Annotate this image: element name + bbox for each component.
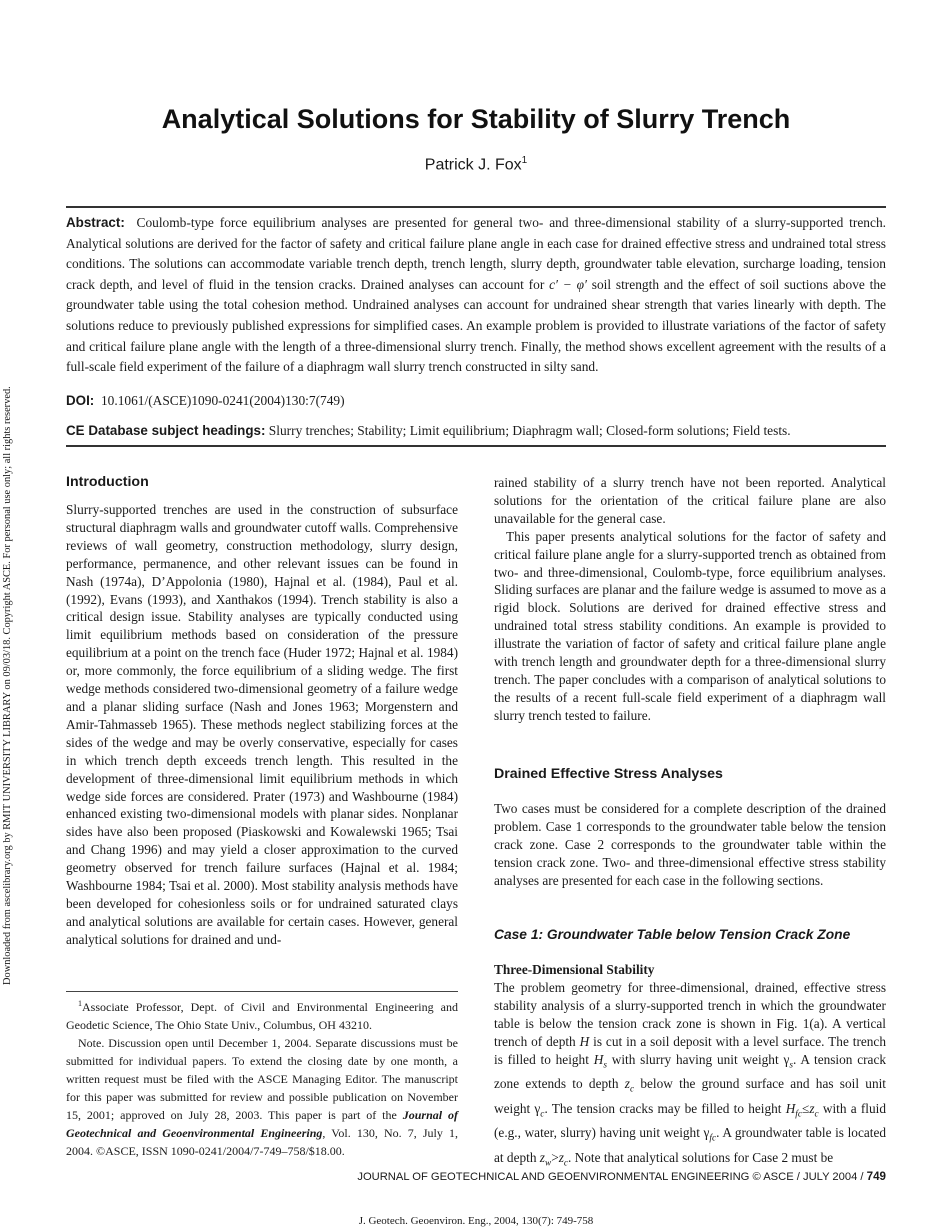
right-column-intro — [494, 474, 886, 725]
footnotes — [66, 995, 458, 1160]
math-symbol: $z_c$ — [558, 1149, 569, 1169]
drained-body — [494, 800, 886, 890]
case1-body — [494, 961, 886, 1173]
page-footer — [66, 1170, 886, 1183]
download-notice: Downloaded from ascelibrary.org by RMIT UNIVERSITY LIBRARY on 09/03/18. Copyright ASCE. For personal use only; all rights reserved. — [2, 386, 13, 985]
math-symbol: $z_c$ — [624, 1076, 635, 1095]
subject-headings — [66, 423, 896, 439]
introduction-body — [66, 501, 458, 949]
abstract — [66, 213, 886, 378]
introduction-paragraph: Slurry-supported trenches are used in the construction of subsurface structural diaphragm walls and groundwater cutoff walls. Comprehensive reviews of wall geometry, construction methodology, slurry design, performance, permanence, and other relevant issues can be found in Nash (1974a), D’Appolonia (1980), Hajnal et al. (1984), Paul et al. (1992), Evans (1993), and Xanthakos (1994). Trench stability is also a critical design issue. Stability analyses are typically conducted using limit equilibrium methods based on consideration of the pressure equilibrium at a point on the trench face (Huder 1972; Hajnal et al. 1984) or, more commonly, the force equilibrium of a sliding wedge. The first wedge methods considered two-dimensional geometry of a failure wedge and a planar sliding surface (Nash and Jones 1963; Morgenstern and Amir-Tahmasseb 1965). These methods neglect stabilizing forces at the sides of the wedge and may be overly conservative, especially for cases in which trench depth exceeds trench length. This resulted in the development of three-dimensional limit equilibrium methods in which wedge side forces are considered. Prater (1973) and Washbourne (1984) enhanced existing two-dimensional models with planar sides. Nonplanar sides have also been proposed (Piaskowski and Kowalewski 1965; Tsai and Chang 1996) and may yield a closer approximation to the curved geometry observed for trench failure surfaces (Hajnal et al. 1984; Washbourne 1984; Tsai et al. 2000). Most stability analysis methods have been developed for cohesionless soils or for undrained saturated clays and analytical solutions are available for certain cases. However, general analytical solutions for drained and und- — [66, 502, 458, 947]
author — [0, 155, 952, 174]
paragraph: The problem geometry for three-dimensional, drained, effective stress stability analysis of a slurry-supported trench in which the groundwater table is below the tension crack zone is shown in Fig. 1(a). A vertical trench of depth H is cut in a soil deposit with a level surface. The trench is filled to height $H_s$ with slurry having unit weight $\gamma_s$. A tension crack zone extends to depth $z_c$ below the ground surface and has soil unit weight $\gamma_c$. The tension cracks may be filled to height $H_{fc}\le z_c$ with a fluid (e.g., water, slurry) having unit weight $\gamma_{fc}$. A groundwater table is located at depth $z_w>z_c$. Note that analytical solutions for Case 2 must be — [494, 979, 886, 1169]
math-symbol: c′ − φ′ — [549, 276, 587, 292]
citation: J. Geotech. Geoenviron. Eng., 2004, 130(7): 749-758 — [358, 1215, 594, 1227]
footnote-journal: Journal of Geotechnical and Geoenvironmental Engineering — [66, 1108, 458, 1140]
footnote-note — [66, 1034, 458, 1160]
footnote-rule — [66, 991, 458, 992]
case1-heading: Case 1: Groundwater Table below Tension Crack Zone — [494, 927, 851, 942]
paragraph: This paper presents analytical solutions for the factor of safety and critical failure plane angle for a slurry-supported trench as obtained from two- and three-dimensional, Coulomb-type, force equilibrium analyses. Sliding surfaces are planar and the failure wedge is assumed to move as a rigid block. Solutions are derived for drained effective stress and undrained total stress stability conditions. An example is provided to illustrate the variation of factor of safety and critical failure plane angle with trench length and groundwater depth for a three-dimensional slurry trench. The paper concludes with a comparison of analytical solutions to the results of a recent full-scale field experiment of a diaphragm wall slurry trench tested to failure. — [494, 528, 886, 723]
introduction-heading: Introduction — [66, 474, 149, 490]
math-symbol: $H_s$ — [593, 1051, 607, 1071]
subject-headings-value: Slurry trenches; Stability; Limit equilibrium; Diaphragm wall; Closed-form solutions; Field tests. — [268, 423, 791, 438]
abstract-text: Coulomb-type force equilibrium analyses are presented for general two- and three-dimensional stability of a slurry-supported trench. Analytical solutions are derived for the factor of safety and critical failure plane angle in each case for drained effective stress and undrained total stress conditions. The solutions can accommodate variable trench depth, trench length, slurry depth, groundwater table elevation, surcharge loading, tension crack depth, and level of fluid in the tension cracks. Drained analyses can account for c′ − φ′ soil strength and the effect of soil suctions above the groundwater table using the total cohesion method. Undrained analyses can account for undrained shear strength that varies linearly with depth. The solutions reduce to previously published expressions for simplified cases. An example problem is provided to illustrate variations of the factor of safety and critical failure plane angle with the length of a three-dimensional slurry trench. Finally, the method shows excellent agreement with the results of a full-scale field experiment of the failure of a diaphragm wall slurry trench constructed in silty sand. — [66, 215, 886, 375]
doi-label: DOI: — [66, 393, 95, 408]
paragraph: rained stability of a slurry trench have not been reported. Analytical solutions for the orientation of the critical failure plane are also unavailable for the general case. — [494, 475, 886, 526]
abstract-label: Abstract: — [66, 215, 125, 230]
doi — [66, 393, 345, 409]
paragraph: Two cases must be considered for a complete description of the drained problem. Case 1 corresponds to the groundwater table below the tension crack zone. Case 2 corresponds to the groundwater table within the tension crack zone. Two- and three-dimensional effective stress stability analyses are presented for each case in the following sections. — [494, 801, 886, 888]
abstract-top-rule — [66, 206, 886, 208]
author-footnote-mark: 1 — [521, 155, 528, 166]
subject-headings-label: CE Database subject headings: — [66, 423, 266, 438]
author-name: Patrick J. Fox — [424, 156, 522, 174]
footnote-end: , Vol. 130, No. 7, July 1, 2004. ©ASCE, ISSN 1090-0241/2004/7-749–758/$18.00. — [66, 1126, 459, 1158]
three-dimensional-heading: Three-Dimensional Stability — [494, 962, 655, 977]
page-number: 749 — [866, 1170, 886, 1183]
footnote-note-text: Note. Discussion open until December 1, 2004. Separate discussions must be submitted for individual papers. To extend the closing date by one month, a written request must be filed with the ASCE Managing Editor. The manuscript for this paper was submitted for review and possible publication on November 15, 2001; approved on July 28, 2003. This paper is part of the — [66, 1036, 458, 1122]
footnote-affiliation-text: Associate Professor, Dept. of Civil and Environmental Engineering and Geodetic Science, The Ohio State Univ., Columbus, OH 43210. — [66, 1000, 458, 1032]
footnote-affiliation: $^1$Associate Professor, Dept. of Civil and Environmental Engineering and Geodetic Science, The Ohio State Univ., Columbus, OH 43210. — [66, 999, 458, 1032]
math-symbol: s — [789, 1060, 793, 1071]
drained-heading: Drained Effective Stress Analyses — [494, 766, 723, 782]
math-symbol: fc — [709, 1133, 717, 1144]
math-symbol: $z_w$ — [539, 1149, 552, 1169]
math-symbol: $H_{fc}$ — [785, 1100, 803, 1120]
math-symbol: c — [540, 1109, 545, 1120]
doi-value[interactable]: 10.1061/(ASCE)1090-0241(2004)130:7(749) — [100, 393, 345, 408]
footer-journal: JOURNAL OF GEOTECHNICAL AND GEOENVIRONMENTAL ENGINEERING © ASCE / JULY 2004 / — [357, 1171, 867, 1183]
math-symbol: H — [579, 1033, 590, 1049]
paper-title: Analytical Solutions for Stability of Slurry Trench — [161, 104, 791, 134]
abstract-bottom-rule — [66, 445, 886, 447]
math-symbol: $z_c$ — [809, 1100, 819, 1120]
